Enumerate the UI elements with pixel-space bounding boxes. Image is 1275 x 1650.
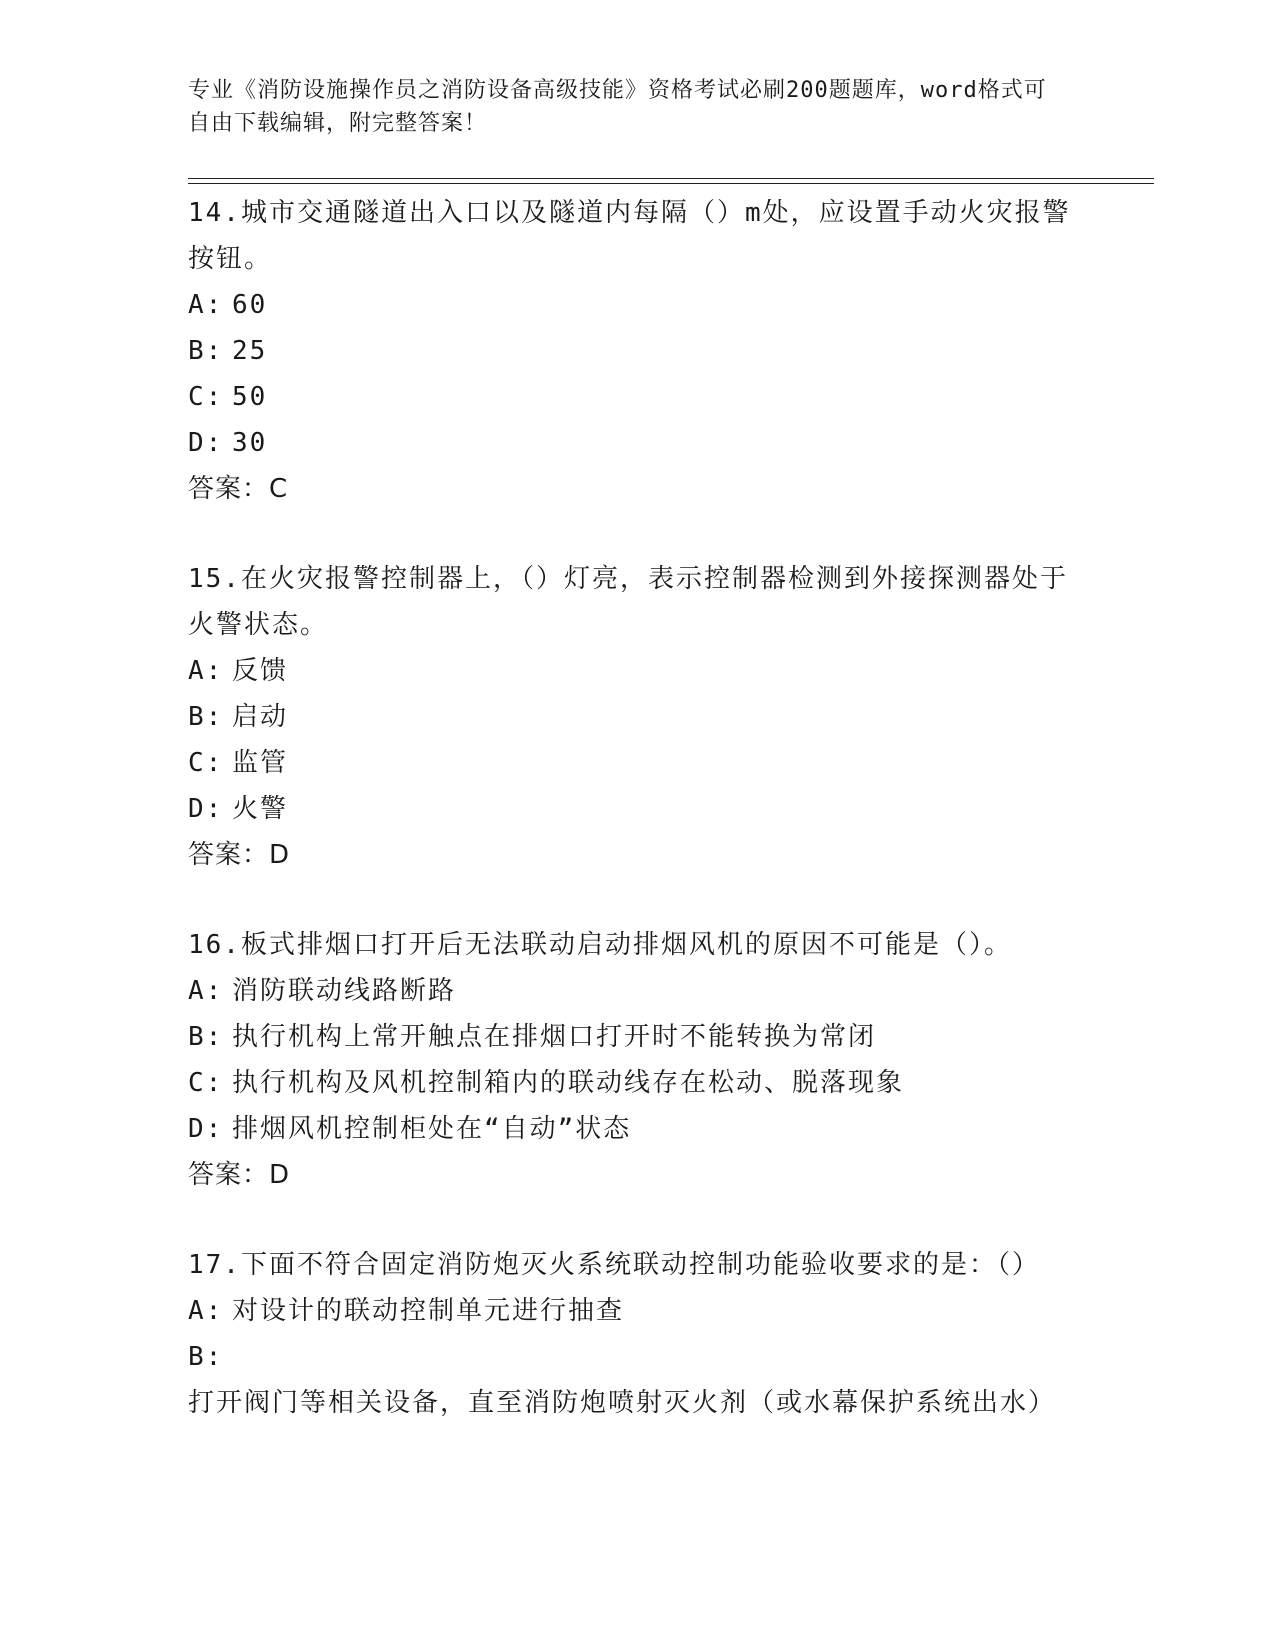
question-15 <box>188 556 1088 878</box>
option-text: 消防联动线路断路 <box>232 976 457 1006</box>
option-a <box>188 282 1088 328</box>
option-c <box>188 740 1088 786</box>
question-16 <box>188 922 1088 1198</box>
option-b <box>188 328 1088 374</box>
option-b <box>188 1334 1088 1426</box>
question-stem: 15.在火灾报警控制器上，（）灯亮，表示控制器检测到外接探测器处于火警状态。 <box>188 564 1068 640</box>
header-divider-second <box>188 183 1154 184</box>
option-text: 60 <box>232 290 268 320</box>
option-label: A: <box>188 1296 224 1326</box>
option-c <box>188 1060 1088 1106</box>
option-c <box>188 374 1088 420</box>
option-text: 排烟风机控制柜处在“自动”状态 <box>232 1114 632 1144</box>
question-stem: 16.板式排烟口打开后无法联动启动排烟风机的原因不可能是（）。 <box>188 930 1012 960</box>
option-label: C: <box>188 748 224 778</box>
option-label: C: <box>188 382 224 412</box>
option-text: 执行机构及风机控制箱内的联动线存在松动、脱落现象 <box>232 1068 905 1098</box>
document-header: 专业《消防设施操作员之消防设备高级技能》资格考试必刷200题题库，word格式可自由下载编辑，附完整答案！ <box>188 78 1047 136</box>
option-text: 25 <box>232 336 268 366</box>
question-14 <box>188 190 1088 512</box>
question-list <box>188 190 1088 1426</box>
answer-line: 答案：D <box>188 1160 291 1190</box>
question-spacer <box>188 878 1088 922</box>
option-label: B: <box>188 1022 224 1052</box>
option-label: B: <box>188 336 224 366</box>
question-spacer <box>188 512 1088 556</box>
question-stem: 17.下面不符合固定消防炮灭火系统联动控制功能验收要求的是：（） <box>188 1250 1040 1280</box>
option-text: 对设计的联动控制单元进行抽查 <box>232 1296 625 1326</box>
option-d <box>188 1106 1088 1152</box>
option-label: A: <box>188 976 224 1006</box>
option-text: 执行机构上常开触点在排烟口打开时不能转换为常闭 <box>232 1022 877 1052</box>
question-17 <box>188 1242 1088 1426</box>
option-label: D: <box>188 1114 224 1144</box>
answer-line: 答案：D <box>188 840 291 870</box>
option-text: 50 <box>232 382 268 412</box>
option-b <box>188 694 1088 740</box>
option-label: D: <box>188 428 224 458</box>
option-text: 打开阀门等相关设备，直至消防炮喷射灭火剂（或水幕保护系统出水） <box>188 1388 1057 1418</box>
option-text: 反馈 <box>232 656 289 686</box>
question-spacer <box>188 1198 1088 1242</box>
option-label: D: <box>188 794 224 824</box>
question-stem: 14.城市交通隧道出入口以及隧道内每隔（）m处，应设置手动火灾报警按钮。 <box>188 198 1071 274</box>
option-text: 监管 <box>232 748 289 778</box>
option-text: 30 <box>232 428 268 458</box>
option-label: B: <box>188 1342 224 1372</box>
option-a <box>188 1288 1088 1334</box>
option-d <box>188 420 1088 466</box>
option-text: 启动 <box>232 702 289 732</box>
option-label: C: <box>188 1068 224 1098</box>
option-a <box>188 648 1088 694</box>
option-b <box>188 1014 1088 1060</box>
option-label: A: <box>188 656 224 686</box>
option-a <box>188 968 1088 1014</box>
option-text: 火警 <box>232 794 289 824</box>
answer-line: 答案：C <box>188 474 289 504</box>
option-label: A: <box>188 290 224 320</box>
option-d <box>188 786 1088 832</box>
option-label: B: <box>188 702 224 732</box>
header-divider <box>188 178 1154 179</box>
